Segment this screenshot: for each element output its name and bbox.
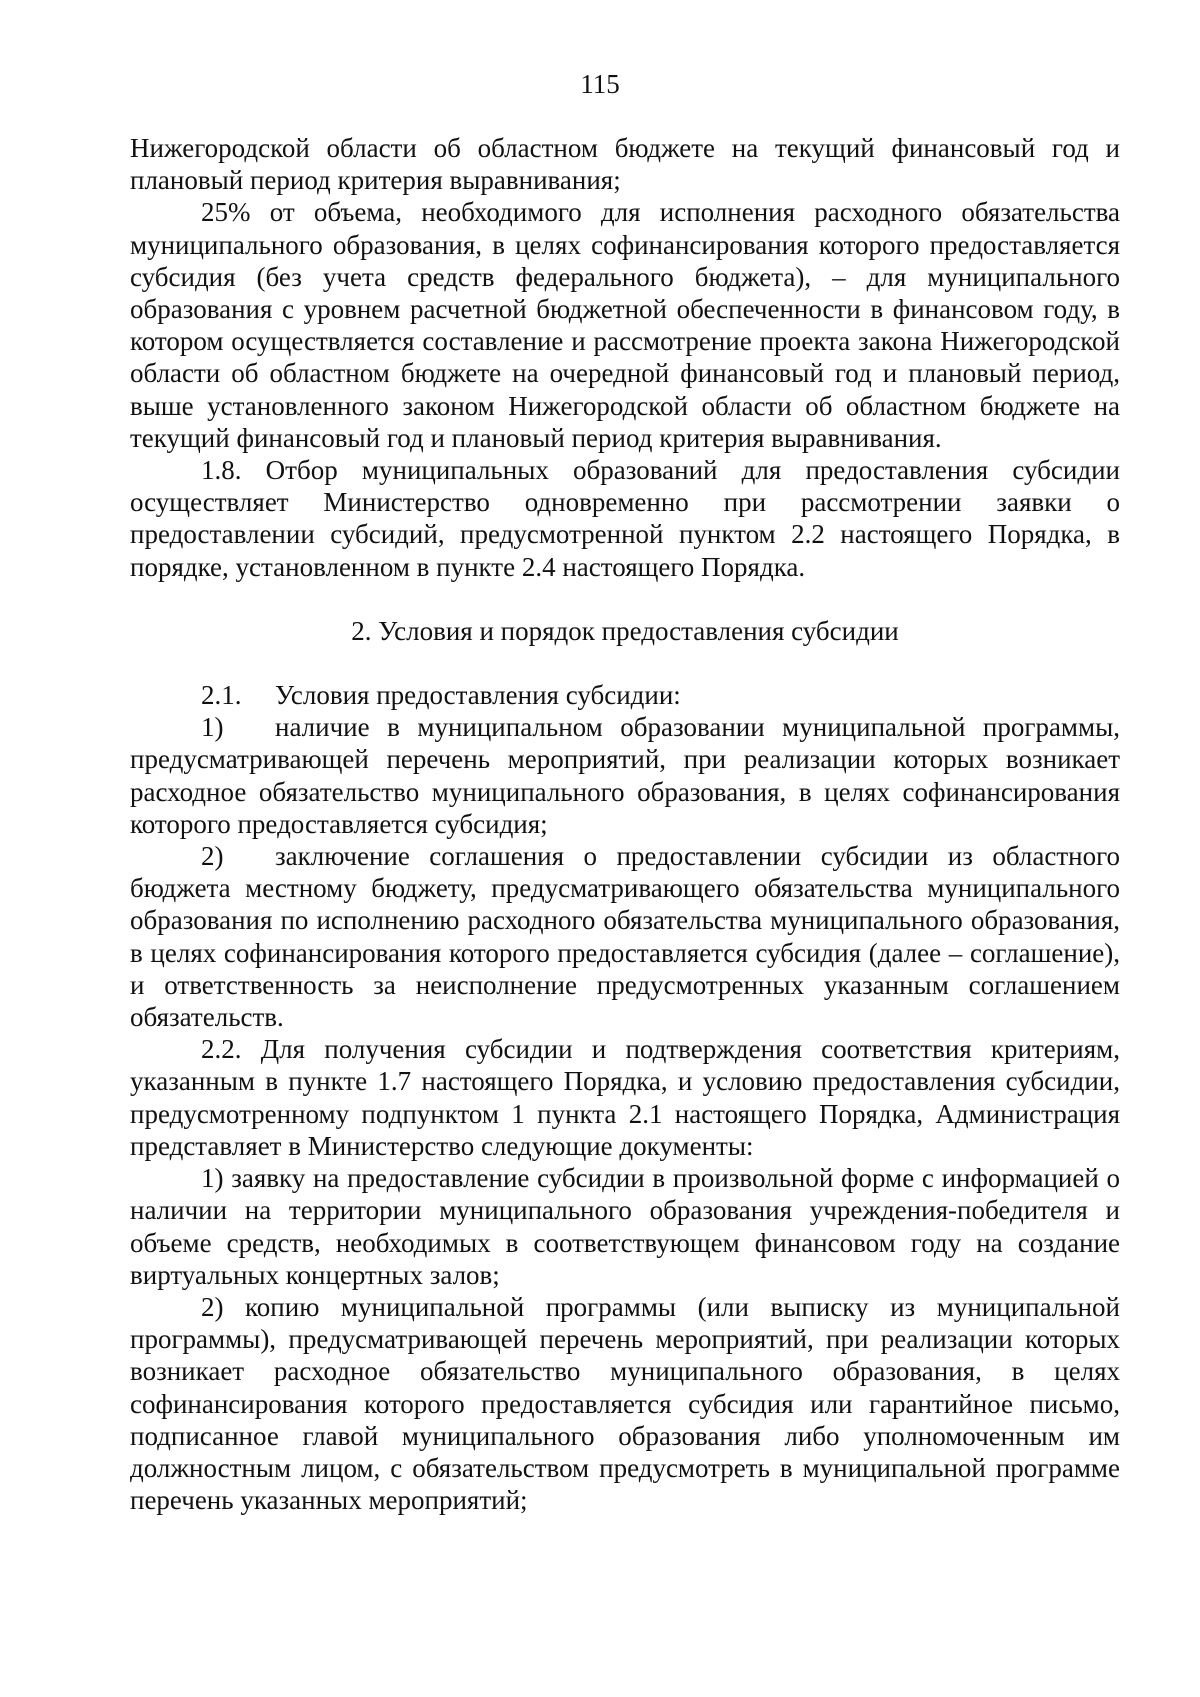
condition-item-2 (130, 840, 1120, 1033)
condition-item-2-text: заключение соглашения о предоставлении субсидии из областного бюджета местному бюджету, предусматривающего обязательства муниципального образования по исполнению расходного обязательства муниципального образования, в целях софинансирования которого предоставляется субсидия (далее – соглашение), и ответственность за неисполнение предусмотренных указанным соглашением обязательств. (130, 841, 1120, 1033)
document-item-1: 1) заявку на предоставление субсидии в произвольной форме с информацией о наличии на территории муниципального образования учреждения-победителя и объеме средств, необходимых в соответствующем финансовом году на создание виртуальных концертных залов; (130, 1163, 1120, 1290)
paragraph-2-1-number: 2.1. (201, 680, 242, 711)
paragraph-continuation: Нижегородской области об областном бюджете на текущий финансовый год и плановый период критерия выравнивания; (130, 133, 1120, 196)
document-body (130, 132, 1120, 1516)
section-heading: 2. Условия и порядок предоставления субсидии (351, 615, 899, 646)
paragraph-2-1-text: Условия предоставления субсидии: (275, 680, 681, 711)
paragraph-2-1 (130, 679, 1120, 711)
condition-item-1-number: 1) (201, 712, 224, 743)
page-number: 115 (580, 69, 620, 99)
condition-item-1-text: наличие в муниципальном образовании муниципальной программы, предусматривающей перечень мероприятий, при реализации которых возникает расходное обязательство муниципального образования, в целях софинансирования которого предоставляется субсидия; (130, 712, 1120, 839)
paragraph-25-percent: 25% от объема, необходимого для исполнения расходного обязательства муниципального образования, в целях софинансирования которого предоставляется субсидия (без учета средств федерального бюджета), – для муниципального образования с уровнем расчетной бюджетной обеспеченности в финансовом году, в котором осуществляется составление и рассмотрение проекта закона Нижегородской области об областном бюджете на очередной финансовый год и плановый период, выше установленного законом Нижегородской области об областном бюджете на текущий финансовый год и плановый период критерия выравнивания. (130, 197, 1120, 453)
condition-item-1 (130, 711, 1120, 840)
condition-item-2-number: 2) (201, 841, 224, 872)
paragraph-1-8: 1.8. Отбор муниципальных образований для предоставления субсидии осуществляет Министерство одновременно при рассмотрении заявки о предоставлении субсидий, предусмотренной пунктом 2.2 настоящего Порядка, в порядке, установленном в пункте 2.4 настоящего Порядка. (130, 455, 1120, 582)
paragraph-2-2: 2.2. Для получения субсидии и подтверждения соответствия критериям, указанным в пункте 1.7 настоящего Порядка, и условию предоставления субсидии, предусмотренному подпунктом 1 пункта 2.1 настоящего Порядка, Администрация представляет в Министерство следующие документы: (130, 1034, 1120, 1161)
document-item-2: 2) копию муниципальной программы (или выписку из муниципальной программы), предусматривающей перечень мероприятий, при реализации которых возникает расходное обязательство муниципального образования, в целях софинансирования которого предоставляется субсидия или гарантийное письмо, подписанное главой муниципального образования либо уполномоченным им должностным лицом, с обязательством предусмотреть в муниципальной программе перечень указанных мероприятий; (130, 1291, 1120, 1516)
